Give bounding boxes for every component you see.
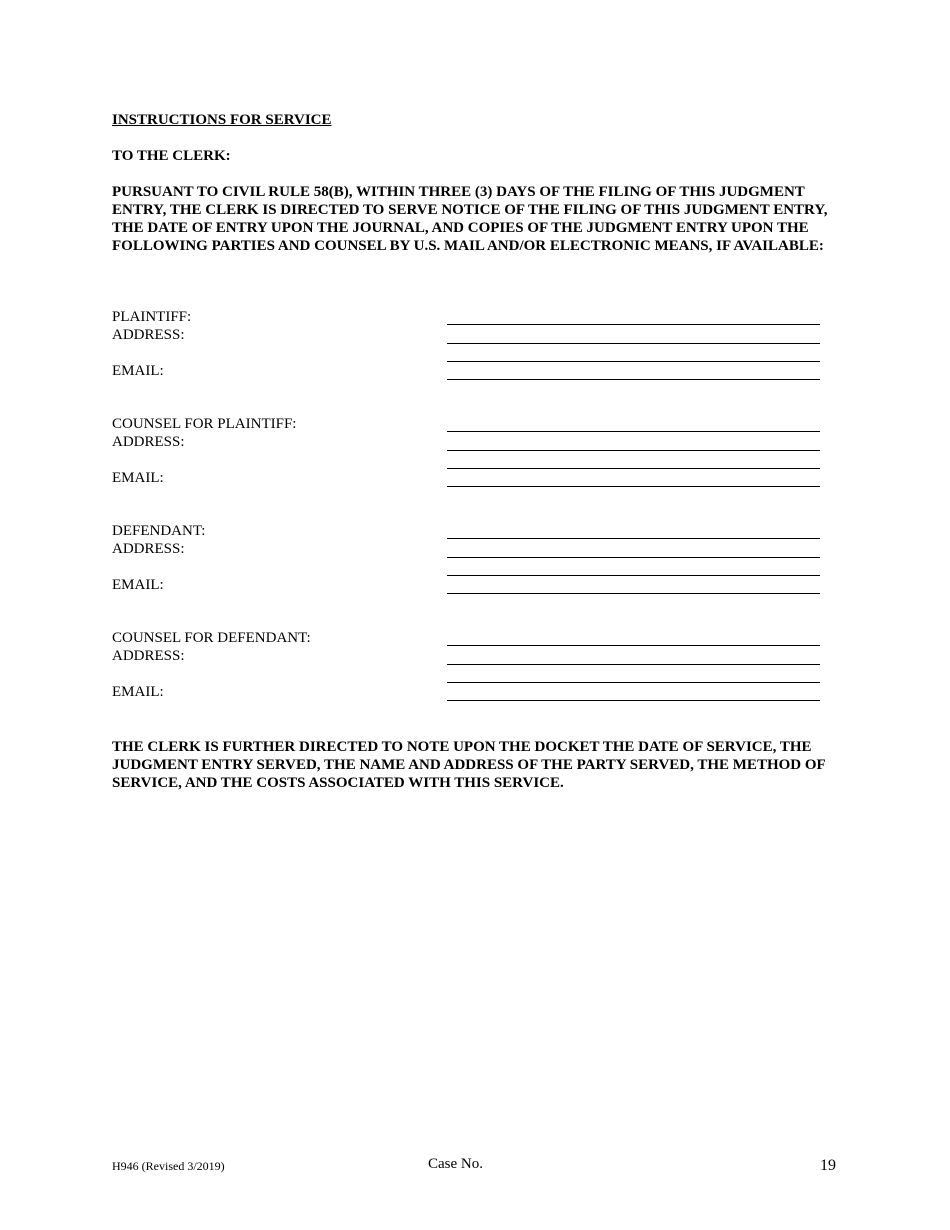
counsel-for-defendant-address-line-2[interactable]: [447, 682, 820, 683]
service-instruction-paragraph: PURSUANT TO CIVIL RULE 58(B), WITHIN THREE (3) DAYS OF THE FILING OF THIS JUDGMENT ENTRY, THE CLERK IS DIRECTED TO SERVE NOTICE OF THE FILING OF THIS JUDGMENT ENTRY, THE DATE OF ENTRY UPON THE JOURNAL, AND COPIES OF THE JUDGMENT ENTRY UPON THE FOLLOWING PARTIES AND COUNSEL BY U.S. MAIL AND/OR ELECTRONIC MEANS, IF AVAILABLE:: [112, 184, 828, 254]
defendant-label: DEFENDANT:: [112, 523, 206, 539]
counsel-for-plaintiff-block: [112, 416, 832, 516]
counsel-for-defendant-email-line[interactable]: [447, 700, 820, 701]
plaintiff-address-label: ADDRESS:: [112, 327, 185, 343]
counsel-for-plaintiff-address-line-1[interactable]: [447, 450, 820, 451]
defendant-block: [112, 523, 832, 623]
defendant-email-label: EMAIL:: [112, 577, 164, 593]
defendant-name-line[interactable]: [447, 538, 820, 539]
counsel-for-plaintiff-email-label: EMAIL:: [112, 470, 164, 486]
counsel-for-plaintiff-address-line-2[interactable]: [447, 468, 820, 469]
plaintiff-email-label: EMAIL:: [112, 363, 164, 379]
plaintiff-address-line-1[interactable]: [447, 343, 820, 344]
plaintiff-block: [112, 309, 832, 409]
counsel-for-defendant-address-label: ADDRESS:: [112, 648, 185, 664]
counsel-for-defendant-block: [112, 630, 832, 730]
salutation: TO THE CLERK:: [112, 148, 231, 164]
counsel-for-plaintiff-name-line[interactable]: [447, 431, 820, 432]
defendant-email-line[interactable]: [447, 593, 820, 594]
defendant-address-line-2[interactable]: [447, 575, 820, 576]
defendant-address-label: ADDRESS:: [112, 541, 185, 557]
counsel-for-plaintiff-address-label: ADDRESS:: [112, 434, 185, 450]
defendant-address-line-1[interactable]: [447, 557, 820, 558]
closing-instruction-paragraph: THE CLERK IS FURTHER DIRECTED TO NOTE UPON THE DOCKET THE DATE OF SERVICE, THE JUDGMENT ENTRY SERVED, THE NAME AND ADDRESS OF THE PARTY SERVED, THE METHOD OF SERVICE, AND THE COSTS ASSOCIATED WITH THIS SERVICE.: [112, 739, 826, 791]
counsel-for-defendant-name-line[interactable]: [447, 645, 820, 646]
section-heading: INSTRUCTIONS FOR SERVICE: [112, 112, 332, 128]
plaintiff-label: PLAINTIFF:: [112, 309, 192, 325]
case-number-label: Case No.: [428, 1156, 483, 1172]
plaintiff-address-line-2[interactable]: [447, 361, 820, 362]
counsel-for-plaintiff-email-line[interactable]: [447, 486, 820, 487]
plaintiff-name-line[interactable]: [447, 324, 820, 325]
counsel-for-defendant-label: COUNSEL FOR DEFENDANT:: [112, 630, 311, 646]
counsel-for-defendant-email-label: EMAIL:: [112, 684, 164, 700]
plaintiff-email-line[interactable]: [447, 379, 820, 380]
form-number: H946 (Revised 3/2019): [112, 1159, 225, 1173]
page-number: 19: [820, 1157, 836, 1174]
counsel-for-defendant-address-line-1[interactable]: [447, 664, 820, 665]
counsel-for-plaintiff-label: COUNSEL FOR PLAINTIFF:: [112, 416, 297, 432]
